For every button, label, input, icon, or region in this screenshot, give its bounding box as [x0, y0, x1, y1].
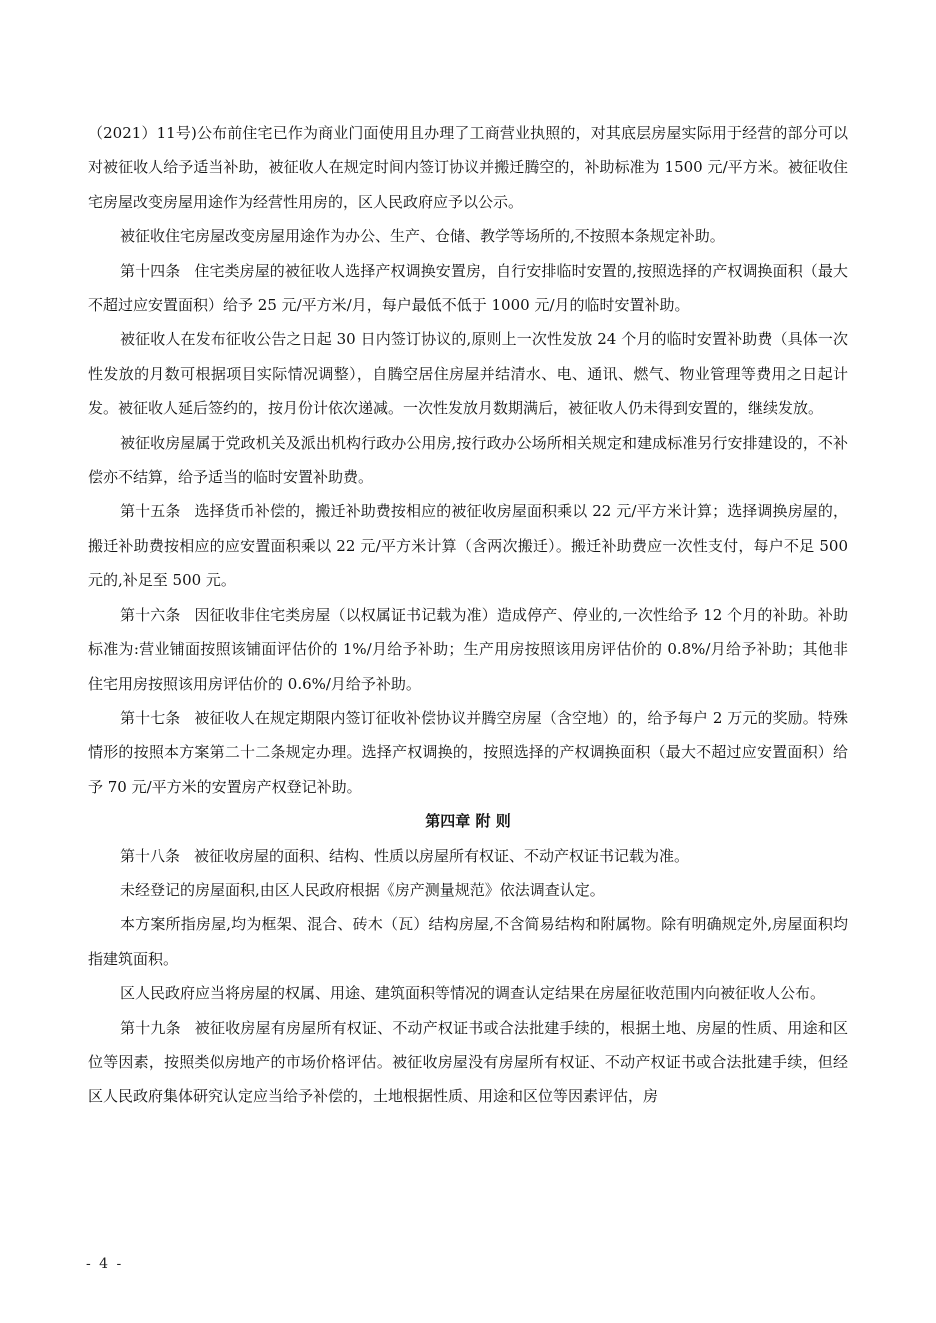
paragraph: 被征收人在发布征收公告之日起 30 日内签订协议的,原则上一次性发放 24 个月的临时安置补助费（具体一次性发放的月数可根据项目实际情况调整），自腾空居住房屋并结清水、电、通讯、燃气、物业管理等费用之日起计发。被征收人延后签约的，按月份计依次递减。一次性发放月数期满后，被征收人仍未得到安置的，继续发放。	[88, 330, 848, 418]
article-number: 第十五条	[120, 502, 181, 521]
article-18: 第十八条 被征收房屋的面积、结构、性质以房屋所有权证、不动产权证书记载为准。	[120, 846, 690, 865]
paragraph: 区人民政府应当将房屋的权属、用途、建筑面积等情况的调查认定结果在房屋征收范围内向被征收人公布。	[120, 984, 826, 1003]
chapter-title: 第四章 附 则	[425, 812, 511, 831]
article-16: 第十六条 因征收非住宅类房屋（以权属证书记载为准）造成停产、停业的,一次性给予 12 个月的补助。补助标准为:营业铺面按照该铺面评估价的 1%/月给予补助；生产用房按照该用房评估价的 0.8%/月给予补助；其他非住宅用房按照该用房评估价的 0.6%/月给予补助。	[88, 605, 848, 693]
article-14: 第十四条 住宅类房屋的被征收人选择产权调换安置房，自行安排临时安置的,按照选择的产权调换面积（最大不超过应安置面积）给予 25 元/平方米/月，每户最低不低于 1000 元/月的临时安置补助。	[88, 261, 848, 315]
paragraph: 被征收住宅房屋改变房屋用途作为办公、生产、仓储、教学等场所的,不按照本条规定补助。	[120, 227, 725, 246]
article-17: 第十七条 被征收人在规定期限内签订征收补偿协议并腾空房屋（含空地）的，给予每户 2 万元的奖励。特殊情形的按照本方案第二十二条规定办理。选择产权调换的，按照选择的产权调换面积（最大不超过应安置面积）给予 70 元/平方米的安置房产权登记补助。	[88, 708, 848, 796]
paragraph: 被征收房屋属于党政机关及派出机构行政办公用房,按行政办公场所相关规定和建成标准另行安排建设的，不补偿亦不结算，给予适当的临时安置补助费。	[88, 433, 848, 487]
article-number: 第十六条	[120, 605, 181, 624]
paragraph: 本方案所指房屋,均为框架、混合、砖木（瓦）结构房屋,不含简易结构和附属物。除有明确规定外,房屋面积均指建筑面积。	[88, 915, 848, 968]
article-number: 第十八条	[120, 846, 181, 865]
page-number: - 4 -	[86, 1256, 124, 1272]
article-number: 第十四条	[120, 261, 181, 280]
document-body	[88, 116, 848, 1114]
article-19: 第十九条 被征收房屋有房屋所有权证、不动产权证书或合法批建手续的，根据土地、房屋的性质、用途和区位等因素，按照类似房地产的市场价格评估。被征收房屋没有房屋所有权证、不动产权证书或合法批建手续，但经区人民政府集体研究认定应当给予补偿的，土地根据性质、用途和区位等因素评估，房	[88, 1018, 848, 1106]
paragraph: （2021）11号)公布前住宅已作为商业门面使用且办理了工商营业执照的，对其底层房屋实际用于经营的部分可以对被征收人给予适当补助，被征收人在规定时间内签订协议并搬迁腾空的，补助标准为 1500 元/平方米。被征收住宅房屋改变房屋用途作为经营性用房的，区人民政府应予以公示。	[88, 124, 848, 211]
article-15: 第十五条 选择货币补偿的，搬迁补助费按相应的被征收房屋面积乘以 22 元/平方米计算；选择调换房屋的，搬迁补助费按相应的应安置面积乘以 22 元/平方米计算（含两次搬迁）。搬迁补助费应一次性支付，每户不足 500 元的,补足至 500 元。	[88, 502, 848, 590]
article-number: 第十九条	[120, 1018, 181, 1037]
article-number: 第十七条	[120, 708, 181, 727]
paragraph: 未经登记的房屋面积,由区人民政府根据《房产测量规范》依法调查认定。	[120, 880, 605, 899]
